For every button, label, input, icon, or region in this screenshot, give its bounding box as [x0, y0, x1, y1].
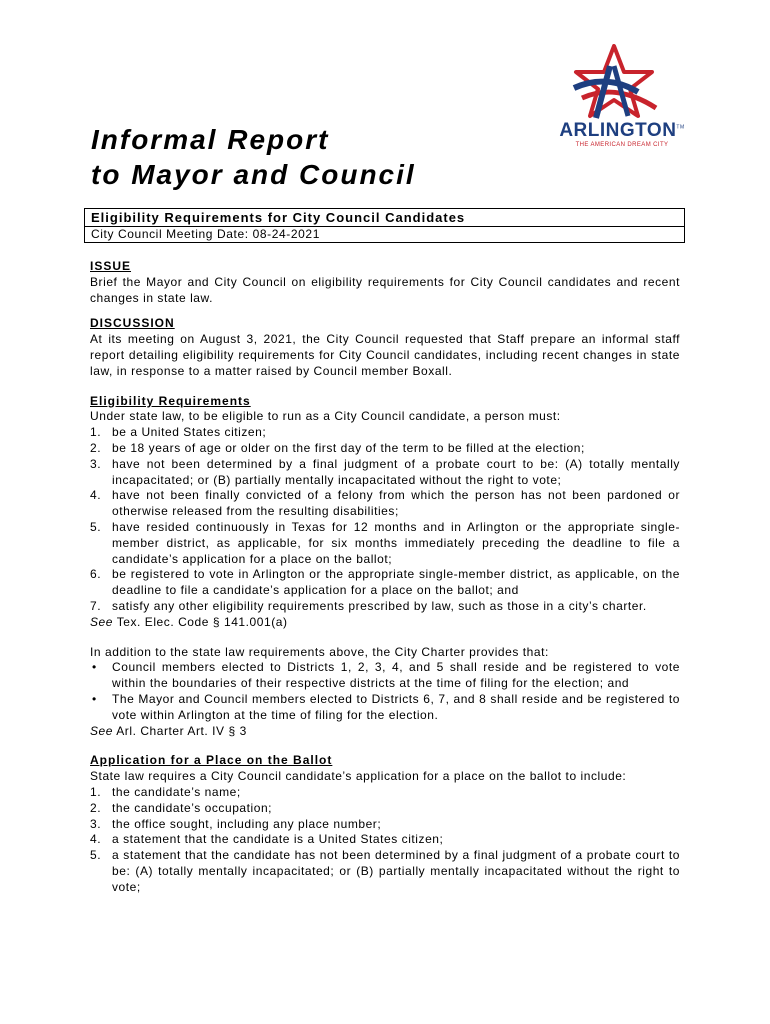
list-item: 3. have not been determined by a final judgment of a probate court to be: (A) totally mentally incapacitated; or (B) partially mentally incapacitated without the right to vote;	[90, 457, 680, 489]
arlington-logo	[556, 44, 688, 160]
report-title-line-2: to Mayor and Council	[91, 159, 416, 190]
report-body	[90, 259, 680, 895]
list-item: 6. be registered to vote in Arlington or the appropriate single-member district, as applicable, on the deadline to file a candidate’s application for a place on the ballot; and	[90, 567, 680, 599]
eligibility-citation: See Tex. Elec. Code § 141.001(a)	[90, 614, 288, 629]
meeting-date: City Council Meeting Date: 08-24-2021	[91, 227, 320, 241]
list-item: 4. a statement that the candidate is a United States citizen;	[90, 832, 680, 848]
list-item: 3. the office sought, including any place number;	[90, 817, 680, 833]
list-item: 5. have resided continuously in Texas for 12 months and in Arlington or the appropriate single-member district, as applicable, for six months immediately preceding the deadline to file a candidate’s application for a place on the ballot;	[90, 520, 680, 567]
logo-wordmark: ARLINGTON™	[559, 120, 685, 141]
list-item: 1. the candidate’s name;	[90, 785, 680, 801]
list-item: 4. have not been finally convicted of a felony from which the person has not been pardoned or otherwise released from the resulting disabilities;	[90, 488, 680, 520]
subject-title: Eligibility Requirements for City Council Candidates	[85, 209, 684, 227]
list-item: 2. the candidate’s occupation;	[90, 801, 680, 817]
issue-heading: ISSUE	[90, 259, 132, 273]
application-list	[90, 785, 680, 896]
eligibility-intro: Under state law, to be eligible to run as a City Council candidate, a person must:	[90, 409, 561, 424]
application-heading: Application for a Place on the Ballot	[90, 753, 333, 768]
eligibility-heading: Eligibility Requirements	[90, 393, 251, 408]
eligibility-list	[90, 425, 680, 615]
issue-text: Brief the Mayor and City Council on eligibility requirements for City Council candidates and recent changes in state law.	[90, 274, 680, 305]
charter-intro: In addition to the state law requirements above, the City Charter provides that:	[90, 644, 549, 659]
star-logo-icon	[556, 44, 688, 124]
list-item: • Council members elected to Districts 1, 2, 3, 4, and 5 shall reside and be registered to vote within the boundaries of their respective districts at the time of filing for the election; and	[90, 660, 680, 692]
list-item: 2. be 18 years of age or older on the first day of the term to be filled at the election;	[90, 441, 680, 457]
subject-box	[84, 208, 685, 243]
list-item: 5. a statement that the candidate has not been determined by a final judgment of a probate court to be: (A) totally mentally incapacitated; or (B) partially mentally incapacitated without the right to vote;	[90, 848, 680, 895]
report-title-line-1: Informal Report	[91, 124, 330, 155]
logo-tagline: THE AMERICAN DREAM CITY	[575, 142, 669, 148]
list-item: • The Mayor and Council members elected to Districts 6, 7, and 8 shall reside and be registered to vote within Arlington at the time of filing for the election.	[90, 692, 680, 724]
discussion-text: At its meeting on August 3, 2021, the City Council requested that Staff prepare an informal staff report detailing eligibility requirements for City Council candidates, including recent changes in state law, in response to a matter raised by Council member Boxall.	[90, 332, 680, 378]
list-item: 1. be a United States citizen;	[90, 425, 680, 441]
list-item: 7. satisfy any other eligibility requirements prescribed by law, such as those in a city’s charter.	[90, 599, 680, 615]
charter-citation: See Arl. Charter Art. IV § 3	[90, 723, 247, 738]
discussion-heading: DISCUSSION	[90, 316, 175, 331]
application-intro: State law requires a City Council candidate’s application for a place on the ballot to include:	[90, 769, 627, 784]
charter-list	[90, 660, 680, 723]
